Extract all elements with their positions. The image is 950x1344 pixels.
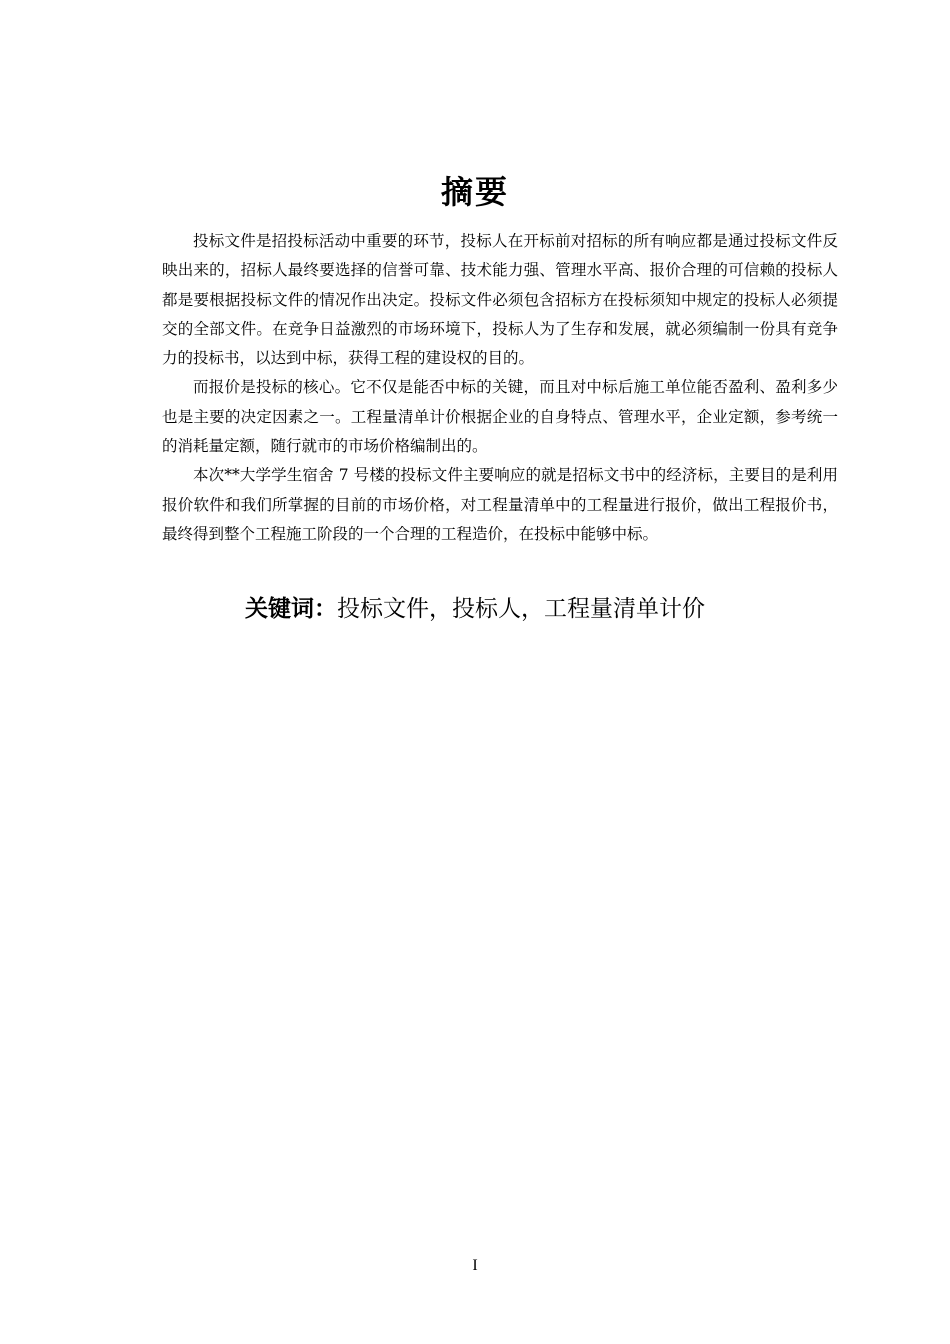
- abstract-body: [162, 227, 838, 549]
- abstract-paragraph-1: 投标文件是招投标活动中重要的环节，投标人在开标前对招标的所有响应都是通过投标文件反映出来的，招标人最终要选择的信誉可靠、技术能力强、管理水平高、报价合理的可信赖的投标人都是要根据投标文件的情况作出决定。投标文件必须包含招标方在投标须知中规定的投标人必须提交的全部文件。在竞争日益激烈的市场环境下，投标人为了生存和发展，就必须编制一份具有竞争力的投标书，以达到中标，获得工程的建设权的目的。: [162, 232, 838, 368]
- keywords-label: 关键词：: [245, 596, 337, 622]
- page-number: I: [472, 1257, 478, 1274]
- abstract-paragraph-3: 本次**大学学生宿舍 7 号楼的投标文件主要响应的就是招标文书中的经济标，主要目的是利用报价软件和我们所掌握的目前的市场价格，对工程量清单中的工程量进行报价，做出工程报价书，最终得到整个工程施工阶段的一个合理的工程造价，在投标中能够中标。: [162, 466, 838, 543]
- keywords-line: [0, 591, 950, 627]
- abstract-paragraph-2: 而报价是投标的核心。它不仅是能否中标的关键，而且对中标后施工单位能否盈利、盈利多少也是主要的决定因素之一。工程量清单计价根据企业的自身特点、管理水平，企业定额，参考统一的消耗量定额，随行就市的市场价格编制出的。: [162, 378, 838, 456]
- abstract-title: 摘要: [440, 173, 509, 211]
- keywords-text: 投标文件，投标人，工程量清单计价: [337, 596, 705, 622]
